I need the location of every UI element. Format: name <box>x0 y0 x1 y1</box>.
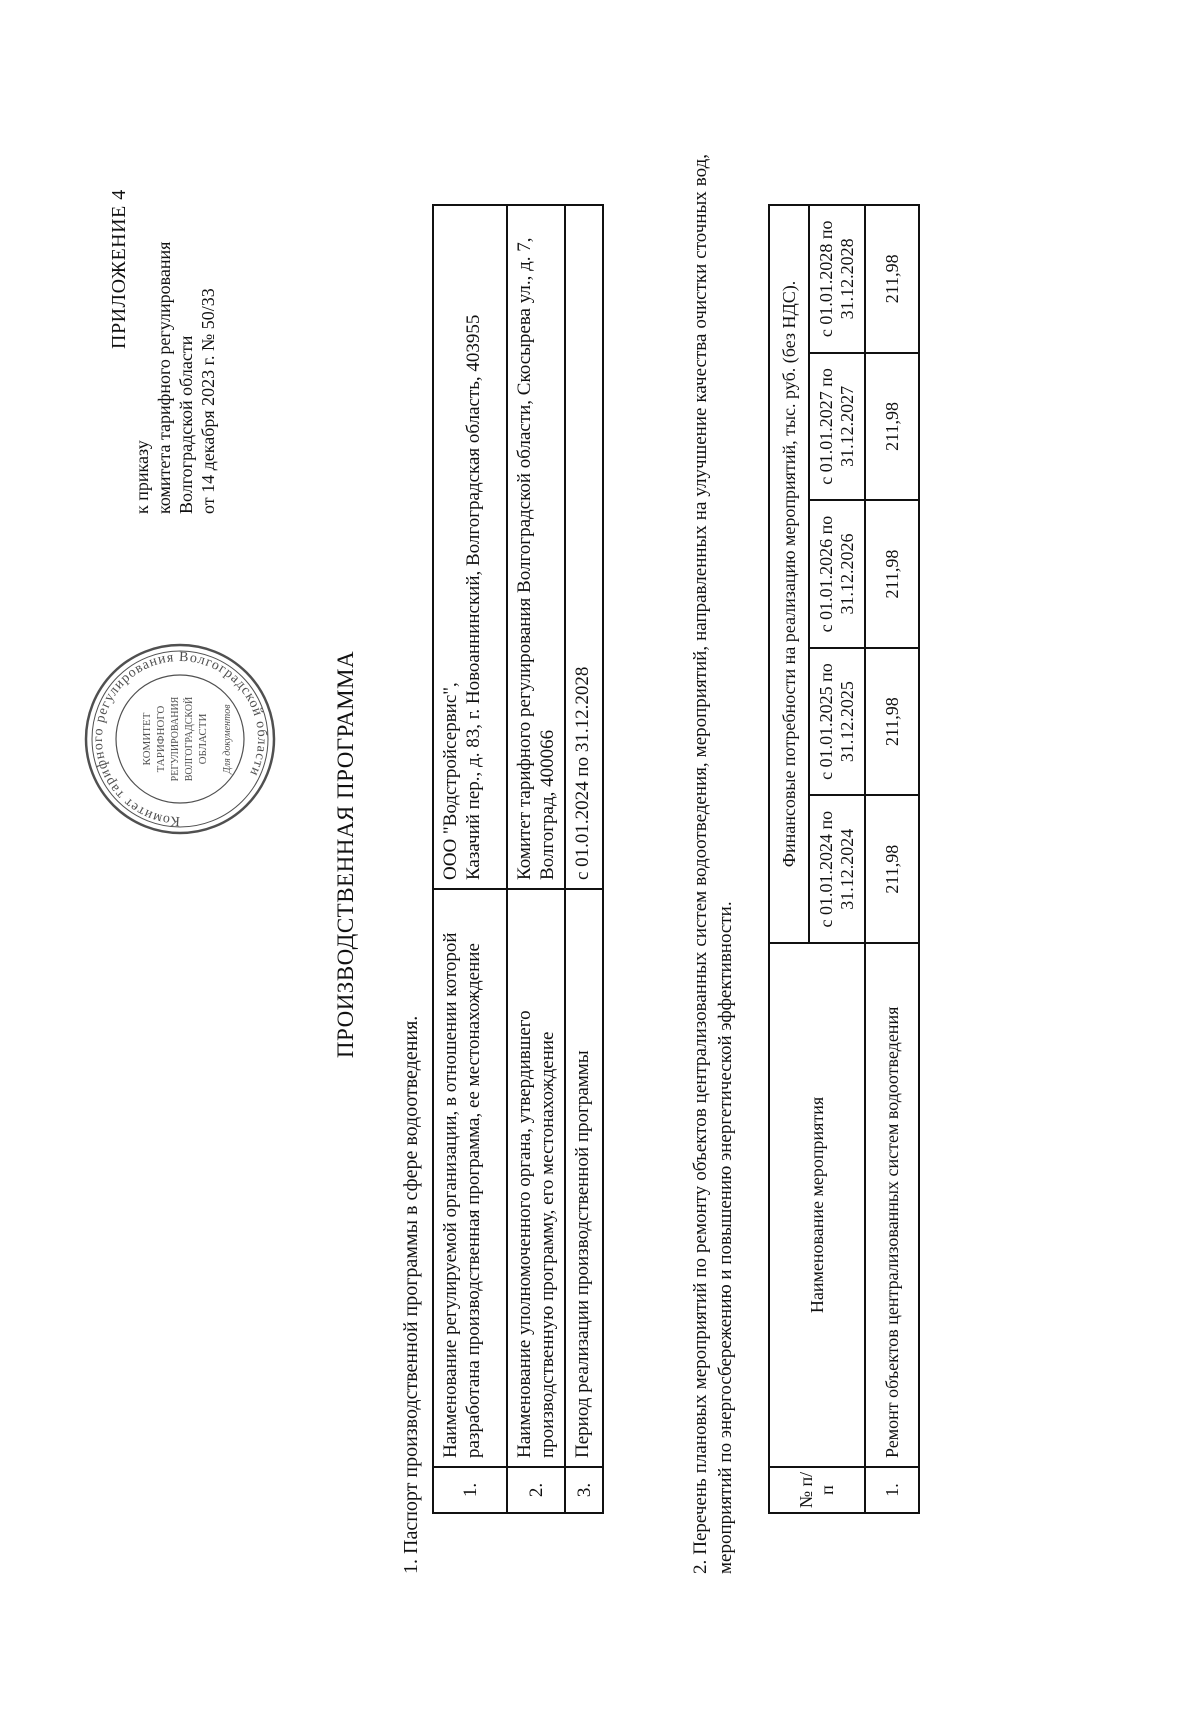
row-number: 2. <box>507 1467 565 1513</box>
seal-center-line: ТАРИФНОГО <box>155 705 167 773</box>
table-row <box>507 205 565 1513</box>
section-2-heading: 2. Перечень плановых мероприятий по ремонту объектов централизованных систем водоотведения, мероприятий, направленных на улучшение качества очистки сточных вод, мероприятий по энергосбережению и повышению энергетической эффективности. <box>690 154 736 1574</box>
row-number: 3. <box>565 1467 603 1513</box>
header-period: с 01.01.2027 по 31.12.2027 <box>809 353 865 501</box>
page-title: ПРОИЗВОДСТВЕННАЯ ПРОГРАММА <box>333 650 358 1059</box>
official-seal-stamp <box>80 639 280 839</box>
table-row <box>865 205 919 1513</box>
header-period: с 01.01.2024 по 31.12.2024 <box>809 795 865 943</box>
row-value: с 01.01.2024 по 31.12.2028 <box>565 205 603 889</box>
row-value: Комитет тарифного регулирования Волгоградской области, Скосырева ул., д. 7, Волгоград, 400066 <box>507 205 565 889</box>
seal-ring-text: Комитет тарифного регулирования Волгоградской области <box>90 649 270 829</box>
section-1-heading: 1. Паспорт производственной программы в сфере водоотведения. <box>400 1015 422 1574</box>
seal-center-line: РЕГУЛИРОВАНИЯ <box>170 696 181 782</box>
appendix-line: от 14 декабря 2023 г. № 50/33 <box>198 288 218 514</box>
appendix-line: к приказу <box>132 440 152 514</box>
events-table <box>768 204 920 1514</box>
appendix-title: ПРИЛОЖЕНИЕ 4 <box>108 189 130 349</box>
header-finance: Финансовые потребности на реализацию мероприятий, тыс. руб. (без НДС). <box>769 205 809 943</box>
row-value: 211,98 <box>865 353 919 501</box>
row-label: Наименование уполномоченного органа, утвердившего производственную программу, его местонахождение <box>507 889 565 1467</box>
table-row <box>433 205 507 1513</box>
row-value: 211,98 <box>865 205 919 353</box>
appendix-line: комитета тарифного регулирования <box>154 241 174 514</box>
seal-center-line: КОМИТЕТ <box>141 712 153 766</box>
passport-table <box>432 204 604 1514</box>
seal-bottom-text: Для документов <box>222 704 233 774</box>
value-line: ООО "Водстройсервис", <box>440 682 461 880</box>
seal-center-line: ВОЛГОГРАДСКОЙ <box>184 696 195 782</box>
row-value: 211,98 <box>865 648 919 796</box>
table-header-row <box>769 205 809 1513</box>
row-number: 1. <box>865 1467 919 1513</box>
header-period: с 01.01.2028 по 31.12.2028 <box>809 205 865 353</box>
header-period: с 01.01.2026 по 31.12.2026 <box>809 500 865 648</box>
row-event-name: Ремонт объектов централизованных систем водоотведения <box>865 943 919 1467</box>
row-label: Наименование регулируемой организации, в отношении которой разработана производственная программа, ее местонахождение <box>433 889 507 1467</box>
table-row <box>565 205 603 1513</box>
header-period: с 01.01.2025 по 31.12.2025 <box>809 648 865 796</box>
row-label: Период реализации производственной программы <box>565 889 603 1467</box>
header-number: № п/п <box>769 1467 865 1513</box>
row-value: 211,98 <box>865 500 919 648</box>
row-number: 1. <box>433 1467 507 1513</box>
row-value: 211,98 <box>865 795 919 943</box>
appendix-block <box>85 54 219 514</box>
value-line: Казачий пер., д. 83, г. Новоаннинский, Волгоградская область, 403955 <box>463 314 484 880</box>
header-event-name: Наименование мероприятия <box>769 943 865 1467</box>
row-value <box>433 205 507 889</box>
appendix-line: Волгоградской области <box>176 335 196 514</box>
seal-center-line: ОБЛАСТИ <box>197 713 209 765</box>
